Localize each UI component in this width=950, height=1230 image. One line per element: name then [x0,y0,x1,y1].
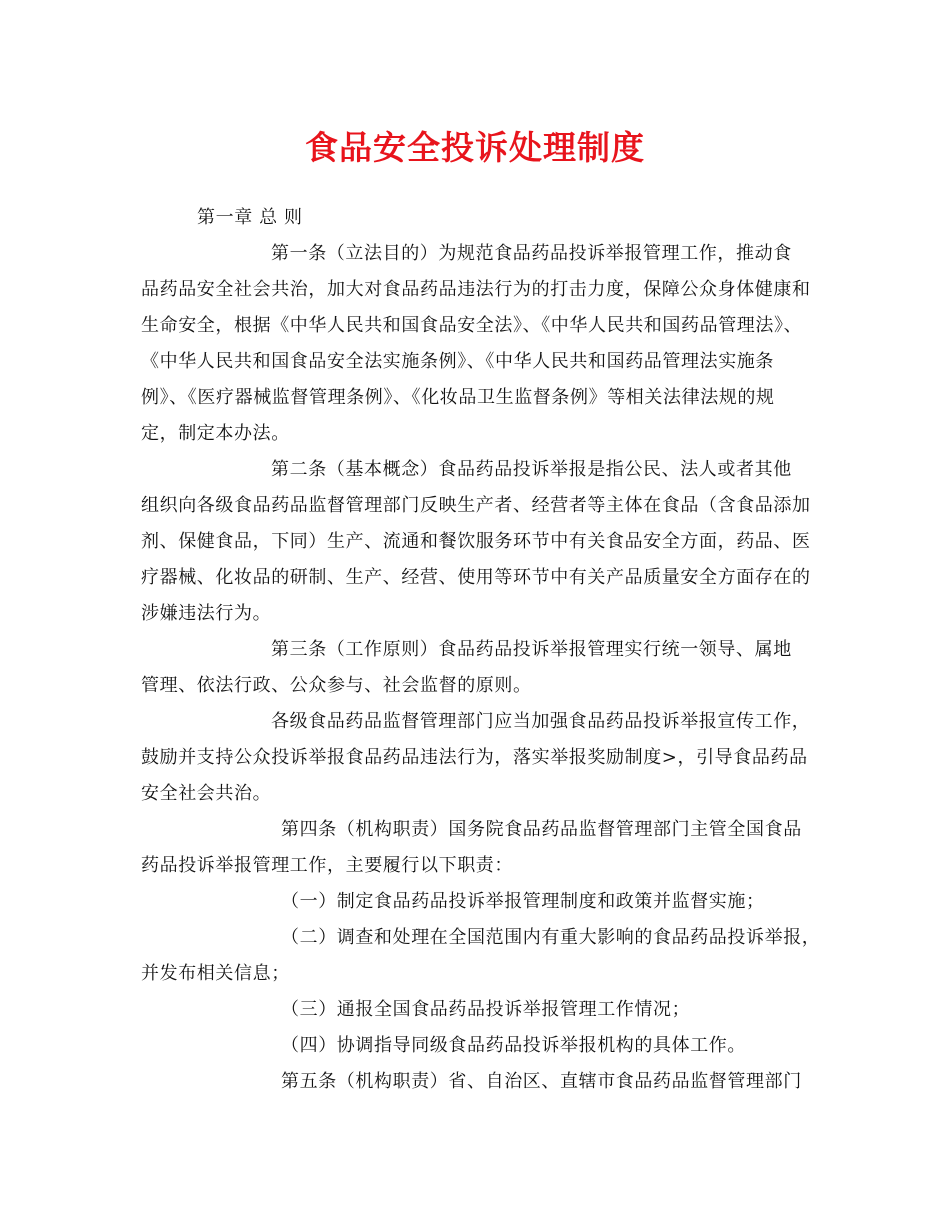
body-line: 涉嫌违法行为。 [141,603,272,624]
body-line: 各级食品药品监督管理部门应当加强食品药品投诉举报宣传工作， [271,711,811,732]
body-line: 管理、依法行政、公众参与、社会监督的原则。 [141,675,532,696]
body-line: 第五条（机构职责）省、自治区、直辖市食品药品监督管理部门 [281,1071,802,1092]
body-line: 药品投诉举报管理工作，主要履行以下职责： [141,855,513,876]
body-line: 第四条（机构职责）国务院食品药品监督管理部门主管全国食品 [281,819,802,840]
body-line: 第二条（基本概念）食品药品投诉举报是指公民、法人或者其他 [271,459,792,480]
body-line: 疗器械、化妆品的研制、生产、经营、使用等环节中有关产品质量安全方面存在的 [141,567,811,588]
body-line: 品药品安全社会共治，加大对食品药品违法行为的打击力度，保障公众身体健康和 [141,279,811,300]
document-body [141,200,821,1100]
body-line: 并发布相关信息； [141,963,290,984]
body-line: （四）协调指导同级食品药品投诉举报机构的具体工作。 [281,1035,746,1056]
body-line: 第一章 总 则 [197,207,303,228]
body-line: （一）制定食品药品投诉举报管理制度和政策并监督实施； [281,891,765,912]
body-line: 鼓励并支持公众投诉举报食品药品违法行为，落实举报奖励制度>，引导食品药品 [141,747,808,768]
body-line: 安全社会共治。 [141,783,272,804]
body-line: 例》、《医疗器械监督管理条例》、《化妆品卫生监督条例》等相关法律法规的规 [141,387,775,408]
body-line: 组织向各级食品药品监督管理部门反映生产者、经营者等主体在食品（含食品添加 [141,495,811,516]
document-title: 食品安全投诉处理制度 [305,128,645,167]
body-line: 第三条（工作原则）食品药品投诉举报管理实行统一领导、属地 [271,639,792,660]
body-line: 定，制定本办法。 [141,423,290,444]
body-line: （三）通报全国食品药品投诉举报管理工作情况； [281,999,691,1020]
body-line: 第一条（立法目的）为规范食品药品投诉举报管理工作，推动食 [271,243,792,264]
body-line: 生命安全，根据《中华人民共和国食品安全法》、《中华人民共和国药品管理法》、 [141,315,803,336]
body-line: （二）调查和处理在全国范围内有重大影响的食品药品投诉举报， [281,927,821,948]
body-line: 《中华人民共和国食品安全法实施条例》、《中华人民共和国药品管理法实施条 [141,351,774,372]
body-line: 剂、保健食品，下同）生产、流通和餐饮服务环节中有关食品安全方面，药品、医 [141,531,811,552]
